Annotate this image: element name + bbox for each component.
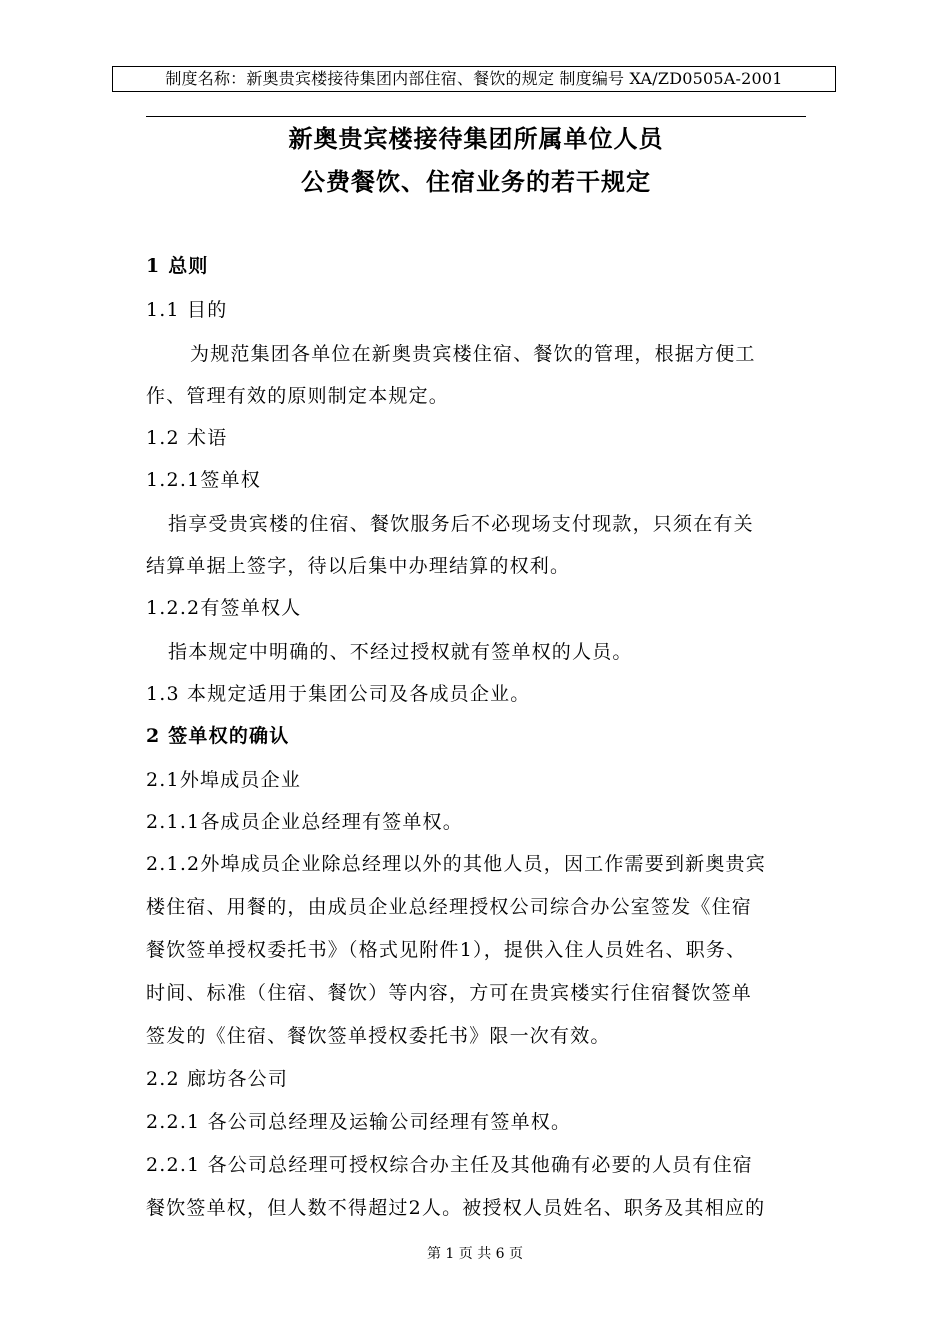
document-header-text: 制度名称：新奥贵宾楼接待集团内部住宿、餐饮的规定 制度编号 XA/ZD0505A-2001 <box>165 69 783 88</box>
paragraph-line: 签发的《住宿、餐饮签单授权委托书》限一次有效。 <box>146 1025 611 1047</box>
document-header-box <box>112 66 836 92</box>
subsection-2-1-2-line: 2.1.2外埠成员企业除总经理以外的其他人员，因工作需要到新奥贵宾 <box>146 853 766 875</box>
paragraph-line: 餐饮签单权，但人数不得超过2人。被授权人员姓名、职务及其相应的 <box>146 1197 766 1219</box>
subsection-1-3-line: 1.3 本规定适用于集团公司及各成员企业。 <box>146 683 531 705</box>
subsection-1-1-heading: 1.1 目的 <box>146 299 228 321</box>
subsection-1-2-1-heading: 1.2.1签单权 <box>146 469 261 491</box>
subsection-1-2-2-heading: 1.2.2有签单权人 <box>146 597 302 619</box>
paragraph-line: 作、管理有效的原则制定本规定。 <box>146 385 450 407</box>
page-number-footer: 第 1 页 共 6 页 <box>426 1246 524 1262</box>
paragraph-line: 楼住宿、用餐的，由成员企业总经理授权公司综合办公室签发《住宿 <box>146 896 753 918</box>
section-1-heading: 1 总则 <box>146 255 209 277</box>
paragraph-line: 为规范集团各单位在新奥贵宾楼住宿、餐饮的管理，根据方便工 <box>190 343 756 365</box>
paragraph-line: 时间、标准（住宿、餐饮）等内容，方可在贵宾楼实行住宿餐饮签单 <box>146 982 753 1004</box>
document-title-line-1: 新奥贵宾楼接待集团所属单位人员 <box>288 124 664 153</box>
subsection-2-2-1-line: 2.2.1 各公司总经理及运输公司经理有签单权。 <box>146 1111 572 1133</box>
subsection-2-2-1b-line: 2.2.1 各公司总经理可授权综合办主任及其他确有必要的人员有住宿 <box>146 1154 753 1176</box>
section-2-heading: 2 签单权的确认 <box>146 725 290 747</box>
header-divider <box>146 116 806 117</box>
subsection-2-1-heading: 2.1外埠成员企业 <box>146 769 302 791</box>
paragraph-line: 指享受贵宾楼的住宿、餐饮服务后不必现场支付现款，只须在有关 <box>168 513 754 535</box>
subsection-2-2-heading: 2.2 廊坊各公司 <box>146 1068 289 1090</box>
subsection-1-2-heading: 1.2 术语 <box>146 427 228 449</box>
subsection-2-1-1-line: 2.1.1各成员企业总经理有签单权。 <box>146 811 463 833</box>
paragraph-line: 餐饮签单授权委托书》（格式见附件1），提供入住人员姓名、职务、 <box>146 939 747 961</box>
document-title-line-2: 公费餐饮、住宿业务的若干规定 <box>301 167 651 196</box>
paragraph-line: 指本规定中明确的、不经过授权就有签单权的人员。 <box>168 641 633 663</box>
paragraph-line: 结算单据上签字，待以后集中办理结算的权利。 <box>146 555 571 577</box>
